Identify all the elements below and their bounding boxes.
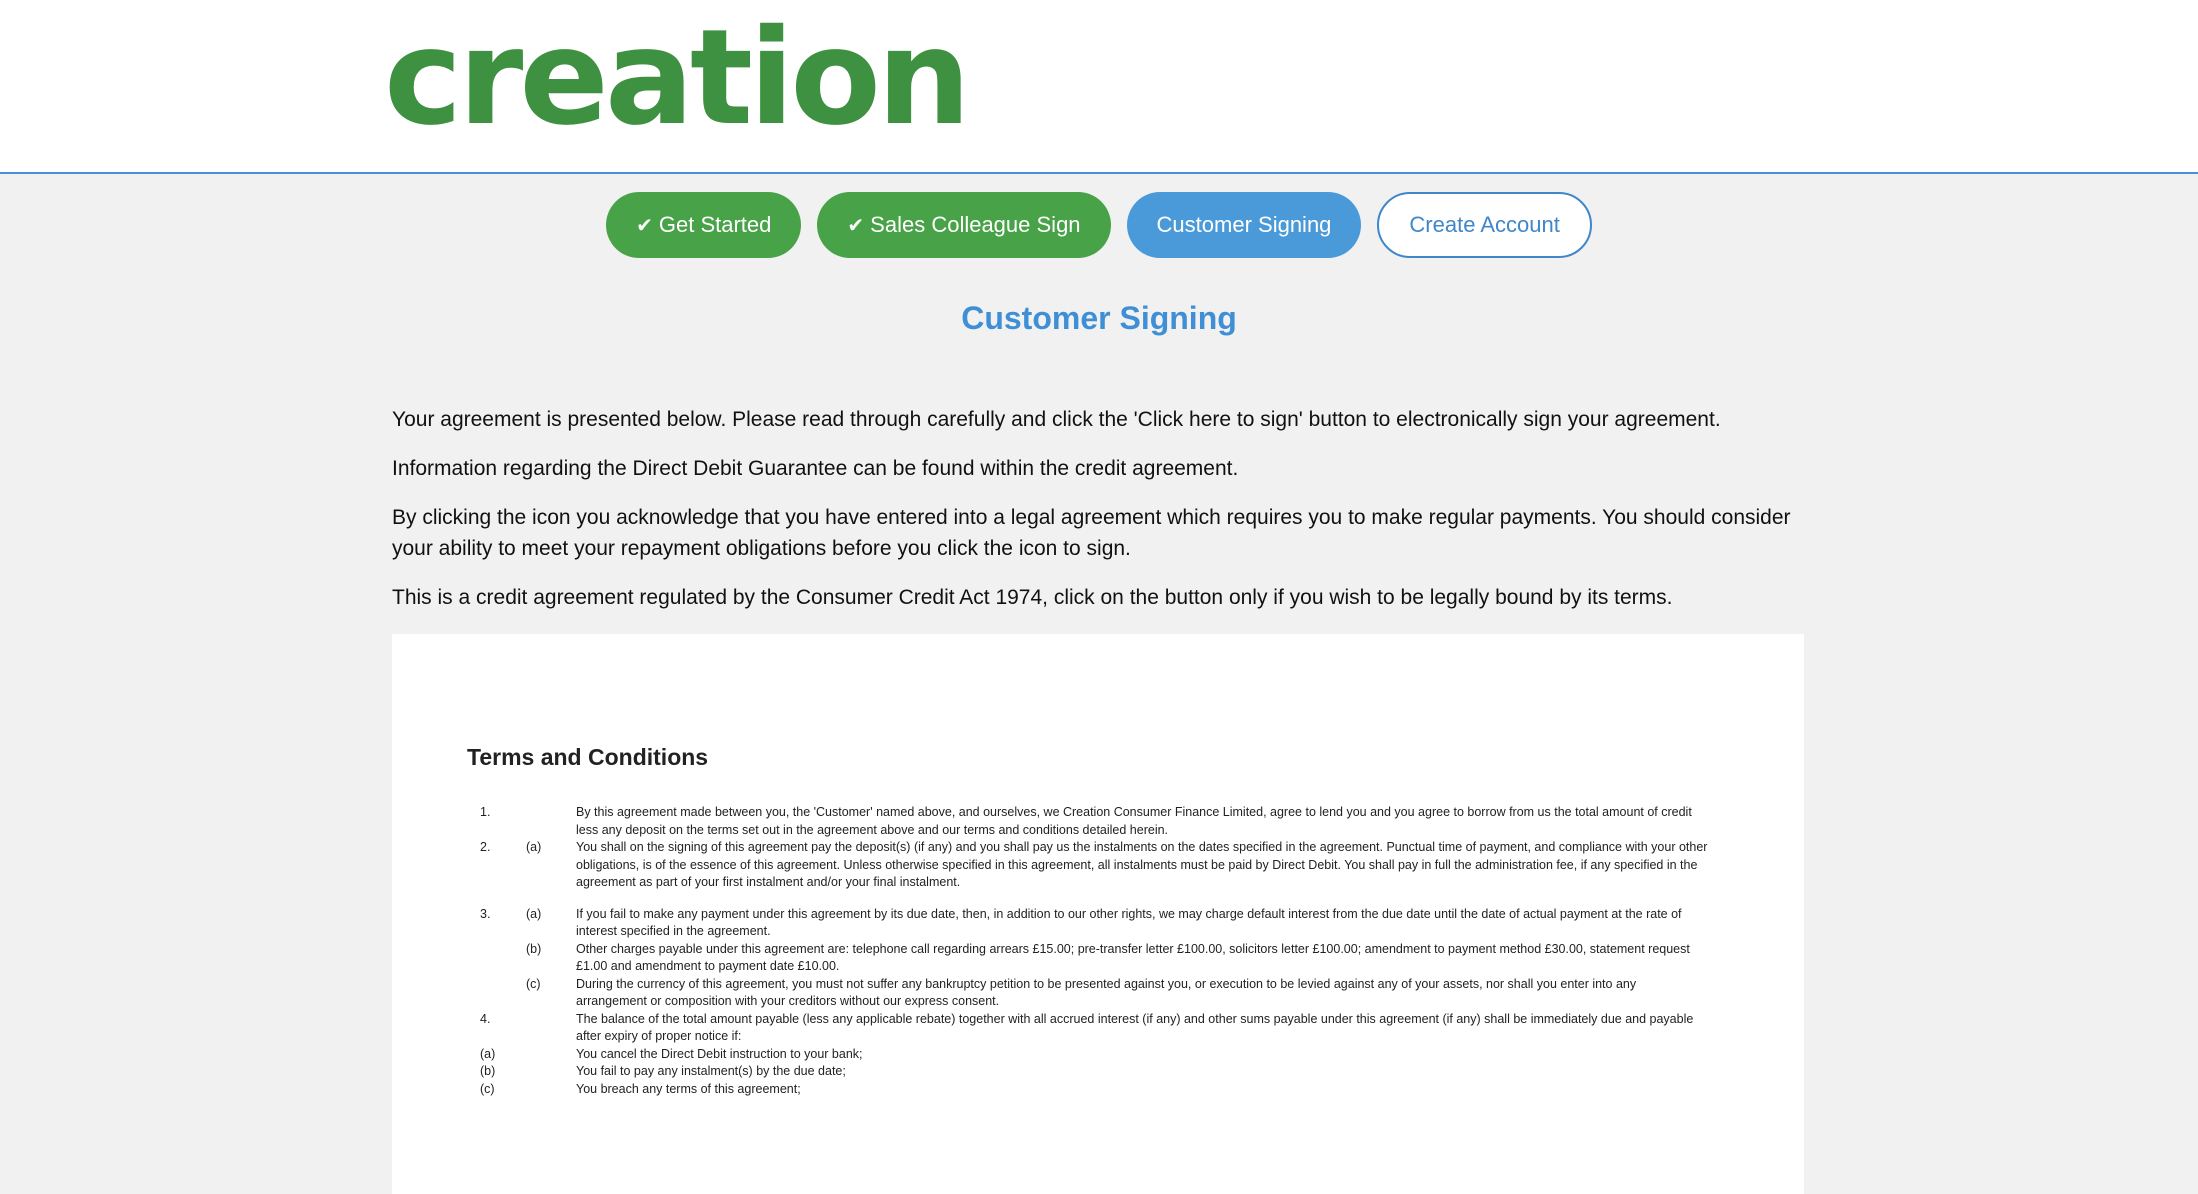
clause-number [480, 941, 526, 976]
clause-number [480, 976, 526, 1011]
clause-sub [526, 1063, 576, 1081]
clause-item [480, 941, 1710, 976]
step-label: Customer Signing [1156, 212, 1332, 237]
clause-number: 2. [480, 840, 491, 854]
clause-sub: (b) [526, 941, 542, 956]
intro-text [392, 404, 1812, 631]
clause-number: (a) [480, 1046, 496, 1061]
clause-item [480, 1081, 1710, 1099]
step-label: Sales Colleague Sign [870, 212, 1081, 237]
clause-sub [526, 1011, 576, 1046]
clause-sub: (a) [526, 906, 542, 921]
clause-item [480, 976, 1710, 1011]
clause-spacer [480, 892, 1710, 906]
clause-text: You shall on the signing of this agreement pay the deposit(s) (if any) and you shall pay us the instalments on the dates specified in the agreement. Punctual time of payment, and compliance with your other obligations, is of the essence of this agreement. Unless otherwise specified in this agreement, all instalments must be paid by Direct Debit. You shall pay in full the administration fee, if any specified in the agreement as part of your first instalment and/or your final instalment. [576, 840, 1708, 889]
clause-text: During the currency of this agreement, you must not suffer any bankruptcy petition to be presented against you, or execution to be levied against any of your assets, nor shall you enter into any arrangement or composition with your creditors without our express consent. [576, 976, 1637, 1008]
step-customer-signing[interactable] [1127, 192, 1362, 258]
step-label: Create Account [1409, 212, 1560, 237]
clause-sub: (a) [526, 840, 542, 854]
clause-item [480, 906, 1710, 941]
check-icon: ✔ [636, 214, 653, 237]
clause-sub [526, 1081, 576, 1099]
clause-list [480, 804, 1710, 1098]
clause-text: By this agreement made between you, the 'Customer' named above, and ourselves, we Creation Consumer Finance Limited, agree to lend you and you agree to borrow from us the total amount of credit less any deposit on the terms set out in the agreement above and our terms and conditions detailed herein. [576, 805, 1692, 837]
clause-text: Other charges payable under this agreement are: telephone call regarding arrears £15.00; pre-transfer letter £100.00, solicitors letter £100.00; amendment to payment method £30.00, statement request £1.00 and amendment to payment date £10.00. [576, 941, 1690, 973]
clause-text: The balance of the total amount payable (less any applicable rebate) together with all accrued interest (if any) and other sums payable under this agreement (if any) shall be immediately due and payable after expiry of proper notice if: [576, 1011, 1694, 1043]
creation-logo[interactable]: creation [384, 1, 967, 155]
clause-number: 3. [480, 906, 491, 921]
clause-text: If you fail to make any payment under this agreement by its due date, then, in addition to our other rights, we may charge default interest from the due date until the date of actual payment at the rate of interest specified in the agreement. [576, 906, 1682, 938]
clause-number: 1. [480, 805, 491, 819]
clause-number: (c) [480, 1081, 495, 1096]
step-create-account[interactable] [1377, 192, 1591, 258]
clause-number: (b) [480, 1064, 496, 1078]
page-title: Customer Signing [961, 300, 1237, 336]
intro-paragraph: By clicking the icon you acknowledge that you have entered into a legal agreement which requires you to make regular payments. You should consider your ability to meet your repayment obligations before you click the icon to sign. [392, 506, 1791, 560]
intro-paragraph: This is a credit agreement regulated by the Consumer Credit Act 1974, click on the button only if you wish to be legally bound by its terms. [392, 586, 1673, 609]
progress-steps [0, 192, 2198, 258]
clause-text: You breach any terms of this agreement; [576, 1081, 801, 1096]
clause-text: You fail to pay any instalment(s) by the due date; [576, 1064, 846, 1078]
step-get-started[interactable] [606, 192, 801, 258]
clause-sub [526, 1046, 576, 1064]
clause-item [480, 1011, 1710, 1046]
intro-paragraph: Your agreement is presented below. Please read through carefully and click the 'Click here to sign' button to electronically sign your agreement. [392, 408, 1721, 431]
clause-item [480, 804, 1710, 839]
clause-number: 4. [480, 1011, 491, 1026]
clause-sub [526, 804, 576, 839]
header [0, 0, 2198, 174]
check-icon: ✔ [847, 214, 865, 237]
clause-text: You cancel the Direct Debit instruction to your bank; [576, 1046, 863, 1061]
document-title: Terms and Conditions [467, 744, 709, 770]
clause-item [480, 839, 1710, 892]
intro-paragraph: Information regarding the Direct Debit Guarantee can be found within the credit agreement. [392, 457, 1239, 480]
clause-sub: (c) [526, 976, 541, 991]
step-label: Get Started [658, 212, 772, 237]
clause-item [480, 1046, 1710, 1064]
clause-item [480, 1063, 1710, 1081]
agreement-document[interactable] [392, 634, 1804, 1194]
step-sales-colleague-sign[interactable] [817, 192, 1110, 258]
